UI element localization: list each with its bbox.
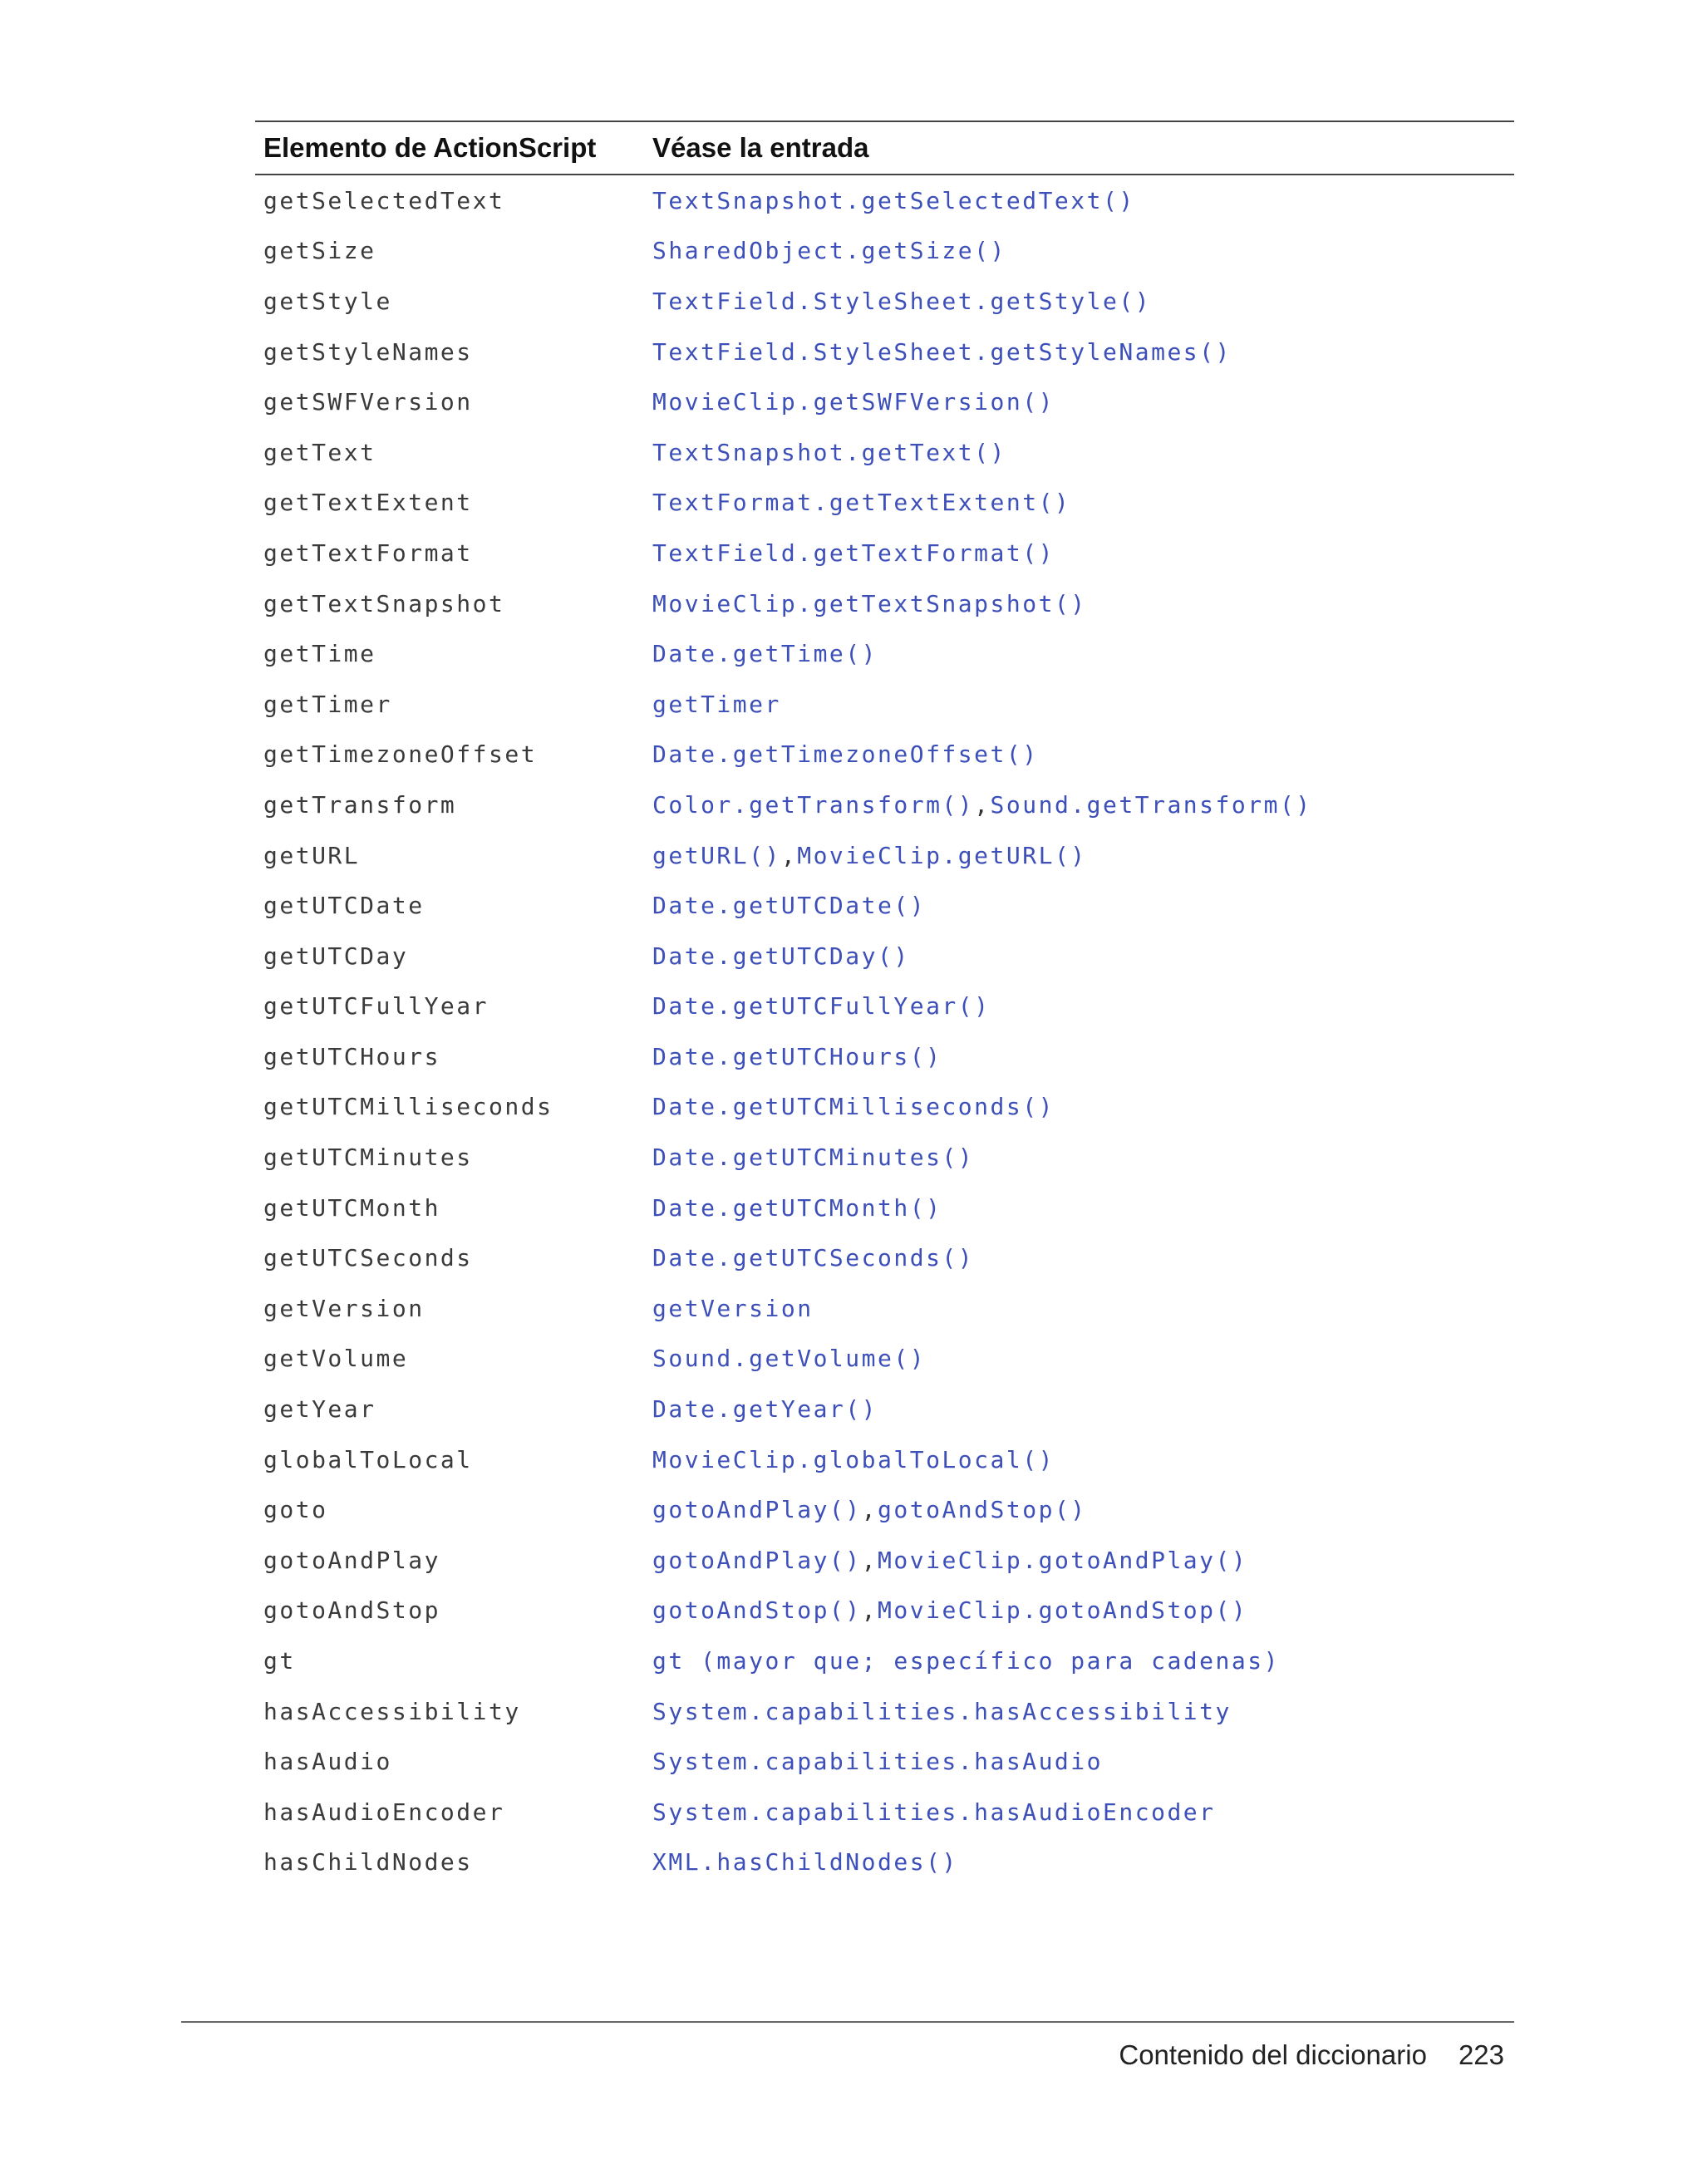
table-row [255, 1837, 1514, 1888]
see-entry-link[interactable]: TextSnapshot.getSelectedText() [652, 186, 1135, 214]
table-row [255, 1283, 1514, 1334]
see-entry-link[interactable]: Sound.getVolume() [652, 1345, 927, 1373]
table-row [255, 376, 1514, 427]
see-entry-link[interactable]: TextField.StyleSheet.getStyle() [652, 287, 1152, 315]
see-entry [652, 439, 1514, 466]
table-row [255, 1082, 1514, 1133]
element-name: getUTCDate [263, 892, 425, 920]
entry-separator: , [780, 841, 798, 869]
see-entry [652, 691, 1514, 718]
element-name: hasAudio [263, 1748, 392, 1776]
element-name: getTextSnapshot [263, 589, 505, 617]
see-entry [652, 1295, 1514, 1322]
entry-separator: , [974, 790, 991, 819]
see-entry-link[interactable]: System.capabilities.hasAudioEncoder [652, 1798, 1216, 1826]
see-entry [652, 288, 1514, 315]
see-entry-link[interactable]: Date.getUTCDay() [652, 942, 910, 970]
footer-section-title: Contenido del diccionario [1119, 2039, 1427, 2070]
table-row [255, 175, 1514, 226]
see-entry-link[interactable]: Date.getUTCSeconds() [652, 1244, 975, 1272]
element-name: getURL [263, 841, 361, 869]
element-name: getUTCSeconds [263, 1244, 473, 1272]
table-row [255, 427, 1514, 478]
see-entry [652, 1244, 1514, 1272]
reference-table [255, 121, 1514, 1887]
see-entry-link[interactable]: getURL() [652, 841, 781, 869]
see-entry-link[interactable]: getVersion [652, 1294, 814, 1322]
see-entry-link[interactable]: Date.getTime() [652, 640, 878, 668]
see-entry-link[interactable]: Date.getTimezoneOffset() [652, 740, 1039, 769]
see-entry [652, 1547, 1514, 1574]
element-name: getSize [263, 237, 376, 265]
table-row [255, 226, 1514, 277]
see-entry [652, 842, 1514, 869]
see-entry-link[interactable]: Sound.getTransform() [990, 790, 1312, 819]
element-name: gt [263, 1647, 296, 1675]
table-row [255, 276, 1514, 327]
table-row [255, 1787, 1514, 1837]
element-name: getTransform [263, 790, 457, 819]
element-name: goto [263, 1496, 328, 1524]
table-header [255, 122, 1514, 174]
table-row [255, 931, 1514, 981]
element-name: getTimer [263, 690, 392, 718]
table-row [255, 880, 1514, 931]
element-name: getTimezoneOffset [263, 740, 538, 769]
header-element: Elemento de ActionScript [263, 132, 597, 163]
element-name: getUTCMilliseconds [263, 1093, 553, 1121]
see-entry-link[interactable]: TextFormat.getTextExtent() [652, 489, 1071, 517]
see-entry [652, 590, 1514, 617]
see-entry [652, 992, 1514, 1020]
see-entry-link[interactable]: gt (mayor que; específico para cadenas) [652, 1647, 1280, 1675]
entry-separator: , [861, 1496, 878, 1524]
see-entry-link[interactable]: System.capabilities.hasAccessibility [652, 1697, 1232, 1725]
table-row [255, 478, 1514, 529]
element-name: getSWFVersion [263, 388, 473, 416]
element-name: getText [263, 438, 376, 466]
table-row [255, 1232, 1514, 1283]
page-footer [1119, 2039, 1504, 2071]
see-entry-link[interactable]: Date.getUTCFullYear() [652, 992, 991, 1021]
see-entry-link[interactable]: gotoAndPlay() [652, 1546, 862, 1574]
table-body [255, 175, 1514, 1887]
element-name: getUTCFullYear [263, 992, 489, 1021]
element-name: getTime [263, 640, 376, 668]
see-entry [652, 187, 1514, 214]
see-entry [652, 942, 1514, 970]
see-entry-link[interactable]: MovieClip.gotoAndStop() [878, 1596, 1248, 1625]
header-see: Véase la entrada [652, 132, 869, 163]
see-entry [652, 1345, 1514, 1372]
see-entry-link[interactable]: MovieClip.getTextSnapshot() [652, 589, 1087, 617]
see-entry [652, 1093, 1514, 1120]
element-name: getStyle [263, 287, 392, 315]
element-name: getUTCDay [263, 942, 409, 970]
see-entry [652, 338, 1514, 366]
element-name: getUTCHours [263, 1042, 440, 1070]
element-name: gotoAndStop [263, 1596, 440, 1625]
see-entry-link[interactable]: MovieClip.getURL() [797, 841, 1087, 869]
see-entry-link[interactable]: gotoAndStop() [652, 1596, 862, 1625]
table-row [255, 1535, 1514, 1586]
see-entry-link[interactable]: gotoAndPlay() [652, 1496, 862, 1524]
see-entry [652, 791, 1514, 819]
table-row [255, 1031, 1514, 1082]
table-row [255, 1586, 1514, 1636]
table-row [255, 1132, 1514, 1183]
see-entry [652, 388, 1514, 416]
element-name: getStyleNames [263, 337, 473, 366]
see-entry-link[interactable]: System.capabilities.hasAudio [652, 1748, 1104, 1776]
see-entry-link[interactable]: Color.getTransform() [652, 790, 975, 819]
see-entry [652, 237, 1514, 264]
see-entry-link[interactable]: MovieClip.getSWFVersion() [652, 388, 1055, 416]
element-name: hasAudioEncoder [263, 1798, 505, 1826]
see-entry [652, 1194, 1514, 1222]
see-entry [652, 539, 1514, 567]
see-entry-link[interactable]: getTimer [652, 690, 781, 718]
see-entry [652, 640, 1514, 667]
see-entry [652, 1446, 1514, 1473]
table-row [255, 730, 1514, 780]
see-entry-link[interactable]: Date.getUTCMonth() [652, 1193, 942, 1222]
table-row [255, 1484, 1514, 1535]
see-entry-link[interactable]: Date.getYear() [652, 1395, 878, 1424]
table-row [255, 1636, 1514, 1686]
element-name: getTextExtent [263, 489, 473, 517]
see-entry [652, 1395, 1514, 1423]
footer-rule [181, 2021, 1514, 2023]
element-name: hasAccessibility [263, 1697, 521, 1725]
table-row [255, 981, 1514, 1032]
table-row [255, 327, 1514, 377]
see-entry [652, 1596, 1514, 1624]
entry-separator: , [861, 1596, 878, 1625]
table-row [255, 1334, 1514, 1385]
see-entry [652, 1647, 1514, 1675]
see-entry-link[interactable]: TextField.getTextFormat() [652, 539, 1055, 567]
see-entry [652, 1798, 1514, 1826]
entry-separator: , [861, 1546, 878, 1574]
element-name: getUTCMinutes [263, 1144, 473, 1172]
table-row [255, 528, 1514, 578]
element-name: globalToLocal [263, 1445, 473, 1473]
see-entry [652, 1496, 1514, 1523]
see-entry [652, 1698, 1514, 1725]
see-entry-link[interactable]: XML.hasChildNodes() [652, 1848, 958, 1877]
table-row [255, 578, 1514, 629]
see-entry [652, 740, 1514, 768]
see-entry-link[interactable]: Date.getUTCMinutes() [652, 1144, 975, 1172]
table-row [255, 1686, 1514, 1737]
element-name: getSelectedText [263, 186, 505, 214]
table-row [255, 780, 1514, 830]
element-name: getYear [263, 1395, 376, 1424]
table-row [255, 1434, 1514, 1485]
see-entry [652, 1144, 1514, 1171]
table-row [255, 1384, 1514, 1434]
see-entry [652, 1748, 1514, 1775]
see-entry-link[interactable]: TextSnapshot.getText() [652, 438, 1006, 466]
element-name: gotoAndPlay [263, 1546, 440, 1574]
see-entry-link[interactable]: MovieClip.gotoAndPlay() [878, 1546, 1248, 1574]
see-entry [652, 489, 1514, 516]
element-name: getTextFormat [263, 539, 473, 567]
element-name: getVersion [263, 1294, 425, 1322]
see-entry-link[interactable]: Date.getUTCDate() [652, 892, 927, 920]
see-entry [652, 1043, 1514, 1070]
see-entry-link[interactable]: gotoAndStop() [878, 1496, 1087, 1524]
table-row [255, 1183, 1514, 1233]
see-entry-link[interactable]: Date.getUTCMilliseconds() [652, 1093, 1055, 1121]
table-row [255, 1736, 1514, 1787]
see-entry-link[interactable]: MovieClip.globalToLocal() [652, 1445, 1055, 1473]
table-row [255, 830, 1514, 881]
element-name: getVolume [263, 1345, 409, 1373]
element-name: hasChildNodes [263, 1848, 473, 1877]
page-number: 223 [1458, 2039, 1504, 2070]
see-entry-link[interactable]: Date.getUTCHours() [652, 1042, 942, 1070]
see-entry-link[interactable]: SharedObject.getSize() [652, 237, 1006, 265]
see-entry [652, 892, 1514, 919]
table-row [255, 628, 1514, 679]
table-row [255, 679, 1514, 730]
element-name: getUTCMonth [263, 1193, 440, 1222]
see-entry [652, 1848, 1514, 1876]
see-entry-link[interactable]: TextField.StyleSheet.getStyleNames() [652, 337, 1232, 366]
